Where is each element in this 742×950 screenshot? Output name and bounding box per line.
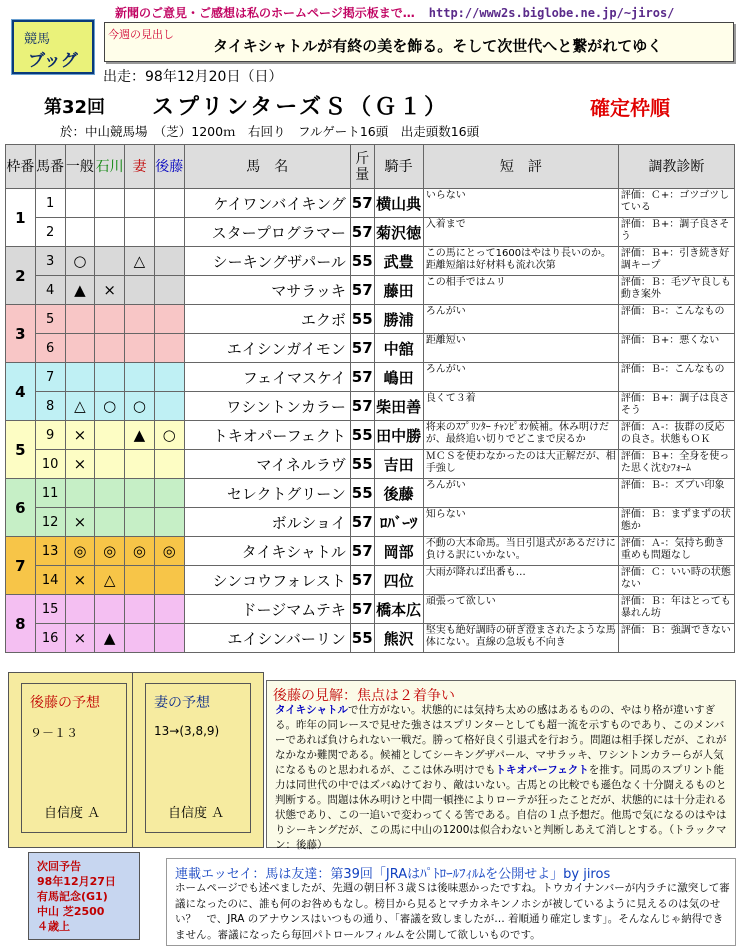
mark-ippan [65,363,95,392]
jockey: 柴田善 [374,392,423,421]
goto-prediction-title: 後藤の予想 [30,695,100,711]
jockey: 中舘 [374,334,423,363]
mark-ippan [65,334,95,363]
horse-number: 11 [35,479,65,508]
waku-cell: 7 [6,537,36,595]
top-note [115,4,674,21]
table-row [6,624,735,653]
horse-number: 7 [35,363,65,392]
horse-name: エイシンバーリン [184,624,350,653]
mark-ippan [65,305,95,334]
short-comment: 頑張って欲しい [423,595,618,624]
table-row [6,508,735,537]
waku-cell: 3 [6,305,36,363]
horse-number: 2 [35,218,65,247]
tsuma-prediction-box [132,672,264,848]
next-date: 98年12月27日 [37,875,116,888]
header-goto: 後藤 [154,145,184,189]
horse-name: ドージマムテキ [184,595,350,624]
table-row [6,218,735,247]
mark-ishikawa: ◎ [95,537,125,566]
horse-name: シンコウフォレスト [184,566,350,595]
training-diagnosis: 評価：Ｂ+：引き続き好調キープ [618,247,734,276]
weight: 57 [350,189,374,218]
header-training: 調教診断 [618,145,734,189]
jockey: 嶋田 [374,363,423,392]
horse-number: 12 [35,508,65,537]
mark-ishikawa [95,189,125,218]
horse-number: 1 [35,189,65,218]
goto-analysis-box [266,680,736,851]
mark-ippan: × [65,450,95,479]
training-diagnosis: 評価：Ａ-：抜群の反応の良さ。状態もＯＫ [618,421,734,450]
horse-number: 10 [35,450,65,479]
entry-table [5,144,735,653]
horse-number: 14 [35,566,65,595]
horse-name: エクボ [184,305,350,334]
mark-tsuma: ▲ [125,421,155,450]
header-waku: 枠番 [6,145,36,189]
short-comment: 大雨が降れば出番も… [423,566,618,595]
race-conditions: 於：中山競馬場 （芝）1200ｍ 右回り フルゲート16頭 出走頭数16頭 [60,124,480,139]
weight: 55 [350,247,374,276]
headline-tag: 今週の見出し [108,28,174,41]
jockey: 勝浦 [374,305,423,334]
mark-ishikawa [95,218,125,247]
logo [12,20,94,74]
header-jockey: 騎手 [374,145,423,189]
logo-line2: ブッグ [28,51,78,71]
mark-tsuma [125,363,155,392]
mark-goto [154,189,184,218]
mark-ippan: △ [65,392,95,421]
horse-name: マサラッキ [184,276,350,305]
waku-cell: 6 [6,479,36,537]
mark-tsuma: ○ [125,392,155,421]
header-kin: 斤量 [350,145,374,189]
mark-ippan: ▲ [65,276,95,305]
mark-goto [154,305,184,334]
mark-ippan: × [65,421,95,450]
mark-ippan: ◎ [65,537,95,566]
weight: 57 [350,363,374,392]
top-note-text: 新聞のご意見・ご感想は私のホームページ掲示板まで… [115,6,415,20]
table-row [6,276,735,305]
header-tsuma: 妻 [125,145,155,189]
weight: 57 [350,392,374,421]
mark-ishikawa: △ [95,566,125,595]
horse-number: 3 [35,247,65,276]
mark-ishikawa: ○ [95,392,125,421]
horse-name: スタープログラマー [184,218,350,247]
goto-prediction-box [8,672,140,848]
training-diagnosis: 評価：Ｃ：いい時の状態ない [618,566,734,595]
training-diagnosis: 評価：Ｂ+：悪くない [618,334,734,363]
goto-analysis-body [275,703,733,853]
table-row [6,421,735,450]
weight: 55 [350,305,374,334]
essay-box [166,858,736,946]
mark-goto [154,624,184,653]
mark-goto: ◎ [154,537,184,566]
horse-number: 5 [35,305,65,334]
next-age: ４歳上 [37,920,70,933]
training-diagnosis: 評価：Ｂ-：ズブい印象 [618,479,734,508]
mark-goto [154,276,184,305]
short-comment: この馬にとって1600はやはり長いのか。距離短縮は好材料も流れ次第 [423,247,618,276]
table-row [6,334,735,363]
mark-ippan [65,218,95,247]
mark-ishikawa [95,450,125,479]
short-comment: ろんがい [423,305,618,334]
table-row [6,189,735,218]
short-comment: 距離短い [423,334,618,363]
horse-number: 16 [35,624,65,653]
mark-tsuma [125,276,155,305]
training-diagnosis: 評価：Ｂ-：こんなもの [618,363,734,392]
mark-tsuma [125,218,155,247]
jockey: 武豊 [374,247,423,276]
short-comment: ＭＣＳを使わなかったのは大正解だが、相手強し [423,450,618,479]
header-uma: 馬番 [35,145,65,189]
mark-tsuma [125,479,155,508]
header-ishikawa: 石川 [95,145,125,189]
mark-goto [154,334,184,363]
mark-ishikawa [95,305,125,334]
mark-tsuma [125,624,155,653]
table-row [6,305,735,334]
tsuma-prediction-title: 妻の予想 [154,695,210,711]
highlight-tokio: トキオパーフェクト [495,764,589,776]
training-diagnosis: 評価：Ｂ+：調子は良さそう [618,392,734,421]
table-row [6,479,735,508]
essay-body: ホームページでも述べましたが、先週の朝日杯３歳Ｓは後味悪かったですね。トウカイナンバーが内ラチに激突して審議になったのに、誰も何のお咎めもなし。榜目から見るとマチカネキンノホシが被しているように見えるのは気のせい？ で、JRA のアナウンスはいつもの通り、「審議を致しましたが… 着順通り確定します」。そんなんじゃ納得できません。審議になったら毎回パトロールフィルムを公開して欲しいものです。 [175,882,730,941]
mark-ippan: × [65,624,95,653]
mark-ishikawa [95,508,125,537]
goto-analysis-title: 後藤の見解：焦点は２着争い [273,688,455,704]
horse-number: 8 [35,392,65,421]
table-row [6,450,735,479]
weight: 57 [350,334,374,363]
training-diagnosis: 評価：Ｂ+：全身を使った思く沈むﾌｫｰﾑ [618,450,734,479]
jockey: 熊沢 [374,624,423,653]
mark-ippan [65,479,95,508]
waku-cell: 2 [6,247,36,305]
mark-ishikawa [95,479,125,508]
weight: 55 [350,450,374,479]
tsuma-confidence: 自信度 Ａ [168,806,225,821]
table-header [6,145,735,189]
highlight-taiki: タイキシャトル [275,704,348,716]
table-row [6,392,735,421]
horse-name: タイキシャトル [184,537,350,566]
goto-prediction-inner [21,683,127,833]
waku-cell: 5 [6,421,36,479]
jockey: 吉田 [374,450,423,479]
essay-title: 連載エッセイ：馬は友達：第39回「JRAはﾊﾟﾄﾛｰﾙﾌｨﾙﾑを公開せよ」by jiros [175,867,611,882]
weight: 57 [350,508,374,537]
weight: 55 [350,421,374,450]
logo-line1: 競馬 [24,32,51,47]
short-comment: いらない [423,189,618,218]
mark-goto [154,479,184,508]
horse-name: セレクトグリーン [184,479,350,508]
goto-prediction-value: ９－１３ [30,726,79,740]
mark-ishikawa [95,334,125,363]
jockey: ﾛﾊﾞｰﾂ [374,508,423,537]
weight: 57 [350,537,374,566]
mark-goto [154,566,184,595]
short-comment: 入着まで [423,218,618,247]
next-course: 中山 芝2500 [37,905,105,918]
mark-goto [154,392,184,421]
race-number: 第32回 [44,97,106,118]
mark-tsuma [125,334,155,363]
short-comment: ろんがい [423,363,618,392]
horse-name: シーキングザパール [184,247,350,276]
table-row [6,566,735,595]
training-diagnosis: 評価：Ｂ：年はとっても暴れん坊 [618,595,734,624]
jockey: 田中勝 [374,421,423,450]
training-diagnosis: 評価：Ｂ-：こんなもの [618,305,734,334]
jockey: 横山典 [374,189,423,218]
training-diagnosis: 評価：Ｂ：まずまずの状態か [618,508,734,537]
weight: 57 [350,595,374,624]
mark-goto [154,247,184,276]
mark-ishikawa [95,595,125,624]
mark-ishikawa [95,363,125,392]
waku-cell: 1 [6,189,36,247]
waku-cell: 8 [6,595,36,653]
short-comment: 将来のｽﾌﾟﾘﾝﾀｰ ﾁｬﾝﾋﾟｵﾝ候補。休み明けだが、最終追い切りでどこまで戻るか [423,421,618,450]
weight: 57 [350,276,374,305]
mark-goto: ○ [154,421,184,450]
horse-name: ケイワンバイキング [184,189,350,218]
horse-name: マイネルラヴ [184,450,350,479]
next-race-preview [28,852,140,940]
analysis-text-1: で仕方がない。状態的には気持ち太めの感はあるものの、やはり格が違いすぎる。昨年の同レースで見せた強さはスプリンターとしても超一流を示すものであり、このメンバーであれば負けられない一戦だ。勝って格好良く引退式を行おう。問題は相手探しだが、これがなかなか難関である。候補としてシーキングザパール、マサラッキ、ワシントンカラーらが人気になるものと思われるが、ここは休み明けでも [275,704,727,776]
mark-ishikawa [95,247,125,276]
mark-goto [154,450,184,479]
tsuma-prediction-value: 13→(3,8,9) [154,724,220,738]
next-race: 有馬記念(G1) [37,890,108,903]
training-diagnosis: 評価：Ｂ：毛ヅヤ良しも動き案外 [618,276,734,305]
horse-name: フェイマスケイ [184,363,350,392]
mark-tsuma: △ [125,247,155,276]
table-row [6,363,735,392]
horse-name: トキオパーフェクト [184,421,350,450]
jockey: 四位 [374,566,423,595]
table-row [6,595,735,624]
header-comment: 短 評 [423,145,618,189]
short-comment: 堅実も絶好調時の研ぎ澄まされたような馬体にない。直線の急坂も不向き [423,624,618,653]
mark-ippan: × [65,508,95,537]
goto-confidence: 自信度 Ａ [44,806,101,821]
mark-tsuma: ◎ [125,537,155,566]
training-diagnosis: 評価：Ｂ：強調できない [618,624,734,653]
mark-ippan: × [65,566,95,595]
training-diagnosis: 評価：Ｂ+：調子良さそう [618,218,734,247]
next-title: 次回予告 [37,860,81,873]
horse-number: 13 [35,537,65,566]
jockey: 後藤 [374,479,423,508]
horse-number: 4 [35,276,65,305]
homepage-link[interactable]: http://www2s.biglobe.ne.jp/~jiros/ [428,6,675,20]
mark-tsuma [125,189,155,218]
mark-tsuma [125,450,155,479]
weight: 57 [350,566,374,595]
horse-name: ワシントンカラー [184,392,350,421]
jockey: 岡部 [374,537,423,566]
analysis-text-2: を推す。同馬のスプリント能力は同世代の中ではズバぬけており、敵はいない。古馬との比較でも遜色なく十分闘えるものと判断する。問題は休み明けと中間一頓挫によりローテが狂ったことだが、状態的には十分走れる状態であり、この一追いで変わってくる筈である。自信の１点予想だ。他馬で気になるのはやはりシーキングだが、この馬に中山の1200は似合わないと判断しあえて消しとする。（トラックマン：後藤） [275,764,727,851]
weight: 55 [350,624,374,653]
jockey: 藤田 [374,276,423,305]
short-comment: ろんがい [423,479,618,508]
horse-number: 6 [35,334,65,363]
mark-goto [154,363,184,392]
horse-number: 15 [35,595,65,624]
headline-box [104,22,734,62]
weight: 55 [350,479,374,508]
short-comment: 不動の大本命馬。当日引退式があるだけに負ける訳にいかない。 [423,537,618,566]
mark-goto [154,218,184,247]
training-diagnosis: 評価：Ｃ+：ゴツゴツしている [618,189,734,218]
race-date: 出走：98年12月20日（日） [103,69,283,85]
mark-ippan [65,595,95,624]
table-row [6,537,735,566]
header-ippan: 一般 [65,145,95,189]
tsuma-prediction-inner [145,683,251,833]
mark-goto [154,595,184,624]
waku-cell: 4 [6,363,36,421]
mark-tsuma [125,595,155,624]
race-name: スプリンターズＳ（Ｇ１） [152,95,450,120]
mark-ippan [65,189,95,218]
training-diagnosis: 評価：Ａ-：気持ち動き重めも問題なし [618,537,734,566]
mark-ishikawa: × [95,276,125,305]
mark-tsuma [125,305,155,334]
header-name: 馬 名 [184,145,350,189]
status-label: 確定枠順 [590,96,670,120]
mark-tsuma [125,508,155,537]
horse-name: エイシンガイモン [184,334,350,363]
mark-tsuma [125,566,155,595]
short-comment: 知らない [423,508,618,537]
mark-ishikawa: ▲ [95,624,125,653]
short-comment: 良くて３着 [423,392,618,421]
headline-text: タイキシャトルが有終の美を飾る。そして次世代へと繋がれてゆく [213,37,663,55]
table-row [6,247,735,276]
mark-goto [154,508,184,537]
weight: 57 [350,218,374,247]
horse-number: 9 [35,421,65,450]
mark-ishikawa [95,421,125,450]
mark-ippan: ○ [65,247,95,276]
jockey: 橋本広 [374,595,423,624]
jockey: 菊沢徳 [374,218,423,247]
horse-name: ボルショイ [184,508,350,537]
short-comment: この相手ではムリ [423,276,618,305]
